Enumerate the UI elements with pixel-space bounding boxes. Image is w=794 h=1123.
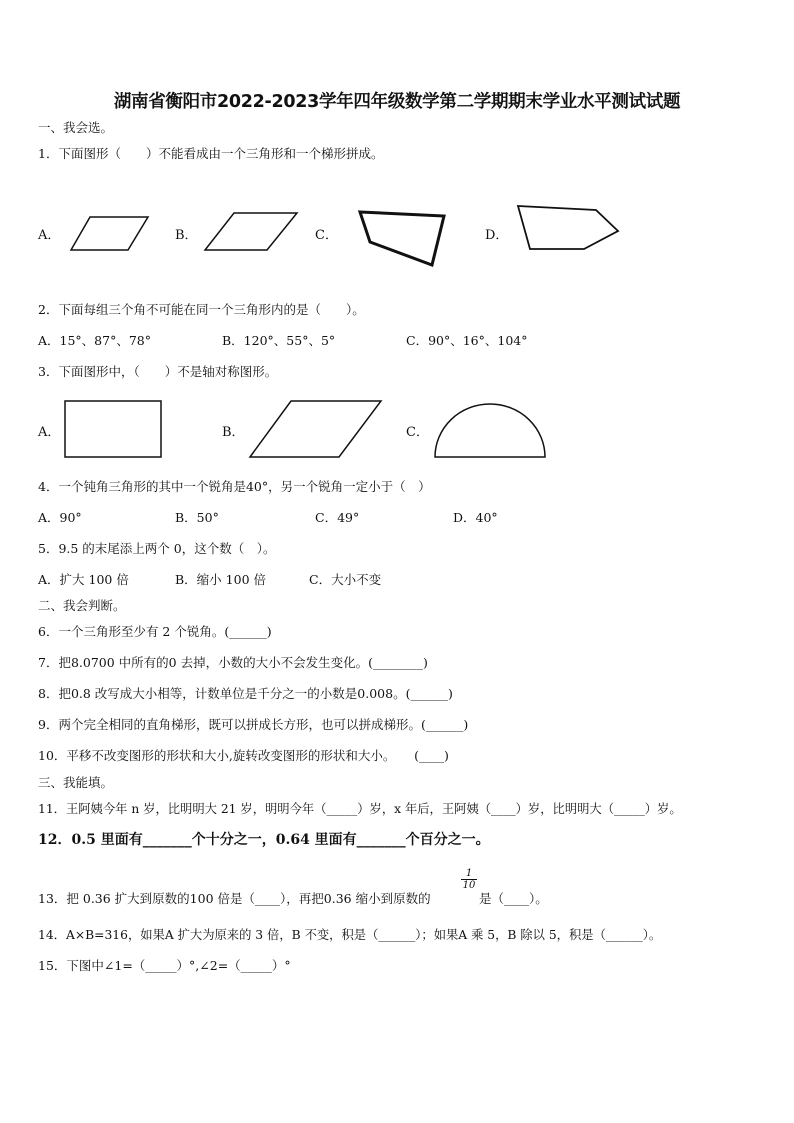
q13-fraction-numerator: 1 <box>465 868 473 879</box>
q4-option-b: B．50° <box>175 510 219 525</box>
question-1: 1．下面图形（ ）不能看成由一个三角形和一个梯形拼成。 <box>38 146 384 161</box>
section-heading-judge: 二、我会判断。 <box>38 598 126 613</box>
question-9: 9．两个完全相同的直角梯形，既可以拼成长方形，也可以拼成梯形。(______) <box>38 717 469 732</box>
question-7: 7．把8.0700 中所有的0 去掉，小数的大小不会发生变化。(________) <box>38 655 428 670</box>
q5-option-a: A．扩大 100 倍 <box>38 572 129 587</box>
q2-option-b: B．120°、55°、5° <box>222 333 336 348</box>
q3-option-b-label: B． <box>222 425 245 440</box>
question-10: 10．平移不改变图形的形状和大小,旋转改变图形的形状和大小。 (____) <box>38 748 449 763</box>
section-heading-choice: 一、我会选。 <box>38 120 114 135</box>
q3-option-a-rectangle <box>64 400 162 458</box>
question-15: 15．下图中∠1=（_____）°,∠2=（_____）° <box>38 958 291 973</box>
q1-option-c-quadrilateral <box>358 210 446 268</box>
q1-option-a-parallelogram <box>70 216 150 252</box>
q1-option-d-pentagon <box>514 204 622 252</box>
q1-option-a-label: A． <box>38 228 61 243</box>
question-13-part-a: 13．把 0.36 扩大到原数的100 倍是（____），再把0.36 缩小到原数的 <box>38 891 431 906</box>
question-8: 8．把0.8 改写成大小相等，计数单位是千分之一的小数是0.008。(______) <box>38 686 453 701</box>
q5-option-b: B．缩小 100 倍 <box>175 572 266 587</box>
q2-option-c: C．90°、16°、104° <box>406 333 528 348</box>
q4-option-a: A．90° <box>38 510 82 525</box>
q1-option-c-label: C． <box>315 228 338 243</box>
question-13-part-b: 是（____）。 <box>479 891 548 906</box>
question-14: 14．A×B=316，如果A 扩大为原来的 3 倍，B 不变，积是（______）；如果A 乘 5，B 除以 5，积是（______）。 <box>38 928 662 942</box>
question-11: 11．王阿姨今年 n 岁，比明明大 21 岁，明明今年（_____）岁，x 年后，王阿姨（____）岁，比明明大（_____）岁。 <box>38 802 682 816</box>
q13-fraction-denominator: 10 <box>462 880 476 891</box>
q2-option-a: A．15°、87°、78° <box>38 333 151 348</box>
q3-option-c-label: C． <box>406 425 429 440</box>
q3-option-b-parallelogram <box>249 400 383 458</box>
section-heading-fill: 三、我能填。 <box>38 775 114 790</box>
question-12: 12．0.5 里面有_______个十分之一，0.64 里面有_______个百分之一。 <box>38 832 490 848</box>
q4-option-d: D．40° <box>453 510 498 525</box>
q13-fraction <box>461 868 477 891</box>
q3-option-a-label: A． <box>38 425 61 440</box>
question-3: 3．下面图形中，（ ）不是轴对称图形。 <box>38 364 278 379</box>
q4-option-c: C．49° <box>315 510 360 525</box>
q1-option-b-parallelogram <box>204 212 299 252</box>
page-title: 湖南省衡阳市2022-2023学年四年级数学第二学期期末学业水平测试试题 <box>113 92 681 112</box>
q5-option-c: C．大小不变 <box>309 572 382 587</box>
question-4: 4．一个钝角三角形的其中一个锐角是40°，另一个锐角一定小于（ ） <box>38 479 431 494</box>
question-5: 5．9.5 的末尾添上两个 0，这个数（ ）。 <box>38 541 276 556</box>
q1-option-b-label: B． <box>175 228 198 243</box>
q3-option-c-semicircle <box>434 402 546 458</box>
q1-option-d-label: D． <box>485 228 509 243</box>
question-2: 2．下面每组三个角不可能在同一个三角形内的是（ ）。 <box>38 302 365 317</box>
question-6: 6．一个三角形至少有 2 个锐角。(______) <box>38 624 272 639</box>
